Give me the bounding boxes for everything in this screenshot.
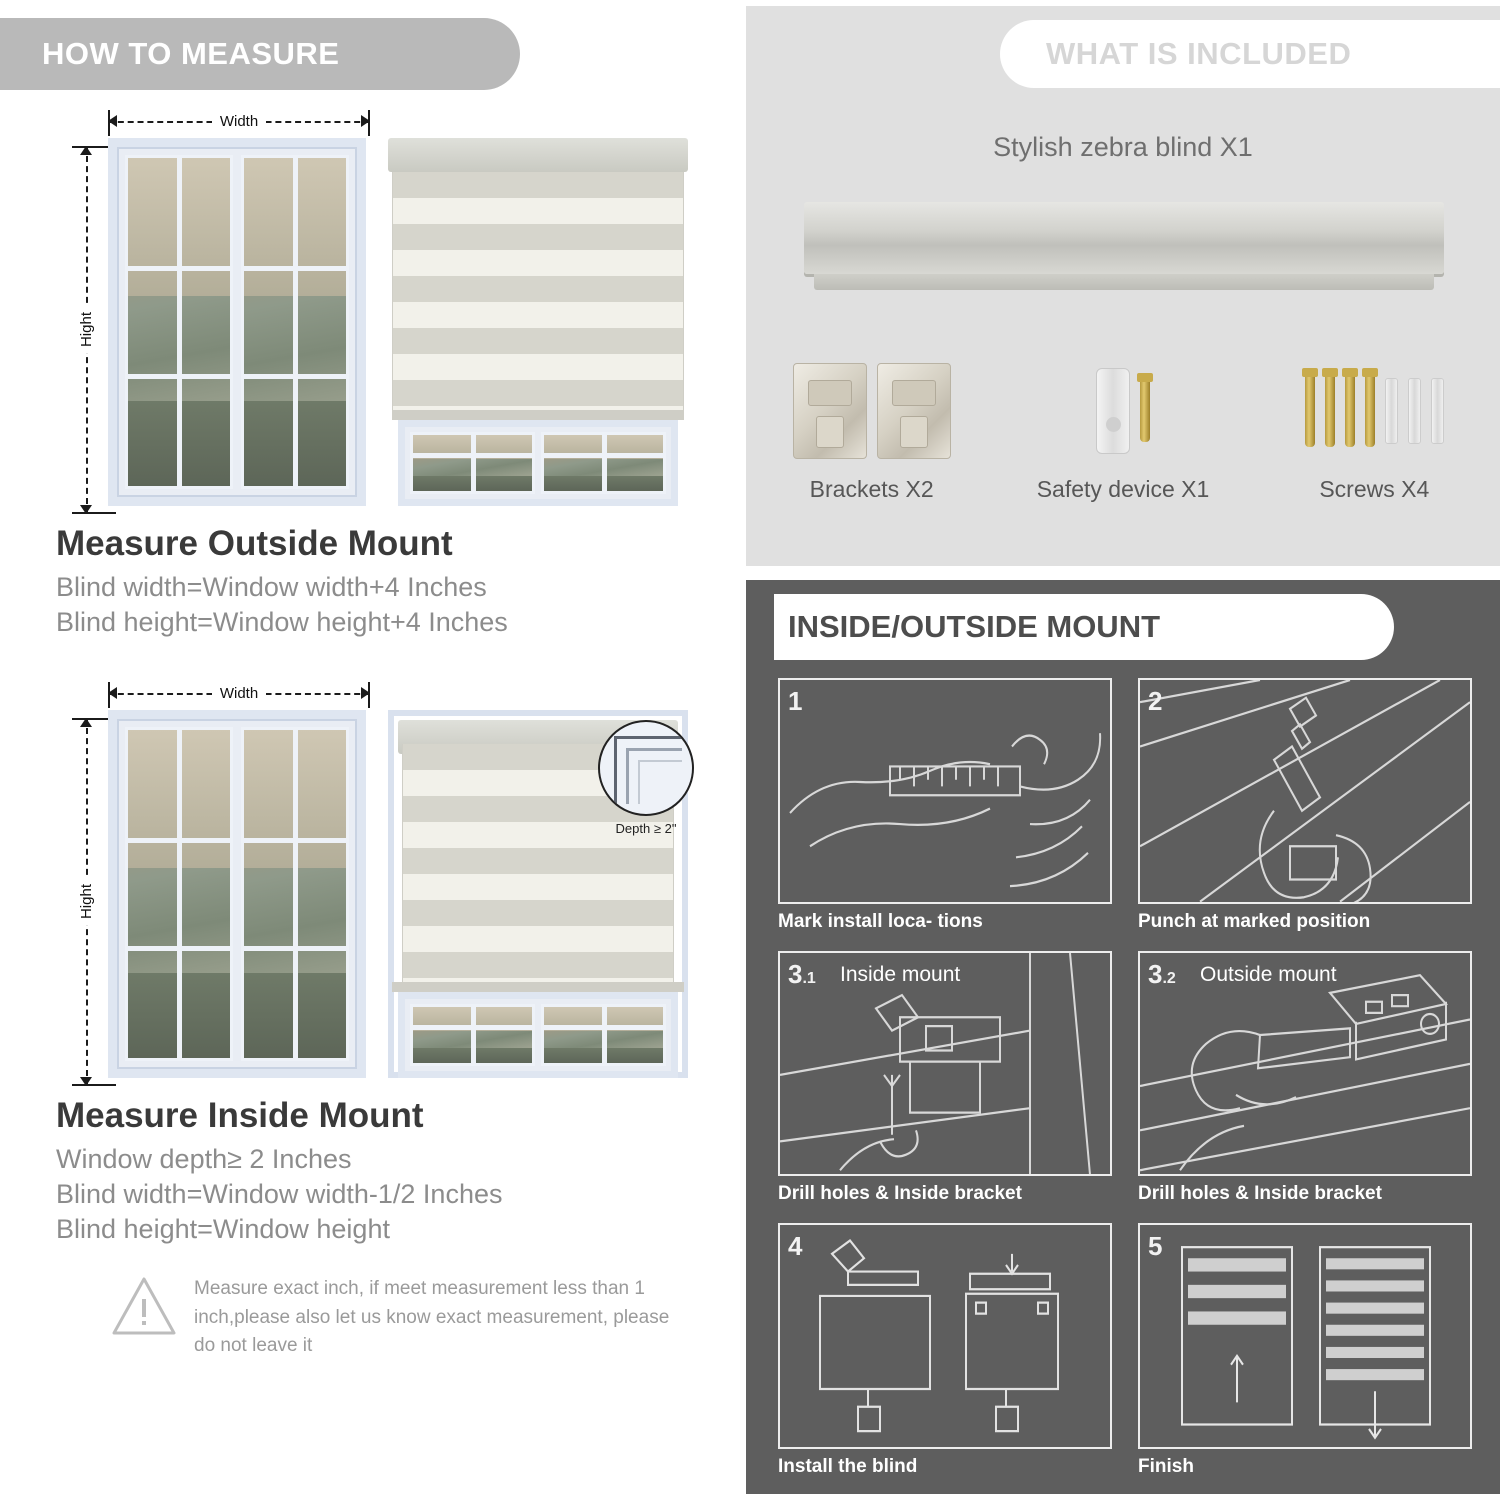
included-main-item-label: Stylish zebra blind X1 xyxy=(993,132,1253,162)
outside-height-dimension xyxy=(74,146,98,514)
how-to-measure-banner xyxy=(0,18,520,90)
step-2-illustration xyxy=(1138,678,1472,904)
window-pane xyxy=(241,727,349,1061)
step-3-2-illustration xyxy=(1138,951,1472,1177)
brackets-label: Brackets X2 xyxy=(809,476,934,502)
included-parts-row xyxy=(746,346,1500,536)
brackets-icon xyxy=(746,346,997,476)
safety-device-label: Safety device X1 xyxy=(1036,476,1210,502)
inside-outside-mount-pill xyxy=(774,594,1394,660)
window-pane xyxy=(241,155,349,489)
step-4-illustration xyxy=(778,1223,1112,1449)
step-2-number: 2 xyxy=(1148,686,1163,716)
inside-mount-line-3: Blind height=Window height xyxy=(56,1214,390,1244)
window-pane xyxy=(541,432,666,494)
depth-detail-icon xyxy=(598,720,694,816)
window-pane xyxy=(410,1004,535,1066)
window-graphic-inside xyxy=(108,710,366,1078)
install-step-3-1 xyxy=(778,951,1112,1206)
inside-outside-mount-panel xyxy=(746,580,1500,1494)
outside-mount-block xyxy=(0,108,740,638)
how-to-measure-column xyxy=(0,0,740,1500)
window-graphic-outside xyxy=(108,138,366,506)
install-step-3-2 xyxy=(1138,951,1472,1206)
outside-mount-line-1: Blind width=Window width+4 Inches xyxy=(56,572,487,602)
inside-width-label: Width xyxy=(212,685,266,702)
blind-bottom-rail xyxy=(392,410,684,420)
what-is-included-pill xyxy=(1000,20,1500,88)
depth-label: Depth ≥ 2" xyxy=(615,821,677,836)
step-3-2-caption: Drill holes & Inside bracket xyxy=(1138,1183,1382,1205)
safety-device-icon xyxy=(997,346,1248,476)
blind-bottom-rail xyxy=(392,982,684,992)
window-behind-blind xyxy=(398,420,678,506)
step-1-number: 1 xyxy=(788,686,803,716)
screws-icon xyxy=(1249,346,1500,476)
inside-height-label: Hight xyxy=(78,878,95,925)
step-3-1-mount-type: Inside mount xyxy=(840,962,961,986)
finished-blind-icon xyxy=(1140,1225,1470,1447)
outside-width-label: Width xyxy=(212,113,266,130)
installation-steps xyxy=(778,678,1472,1478)
inside-mount-title: Measure Inside Mount xyxy=(56,1096,424,1135)
blind-headrail xyxy=(388,138,688,172)
outside-width-dimension xyxy=(108,108,370,134)
step-5-number: 5 xyxy=(1148,1231,1163,1262)
step-4-caption: Install the blind xyxy=(778,1456,918,1477)
step-3-1-illustration xyxy=(778,951,1112,1177)
inside-width-dimension xyxy=(108,680,370,706)
outside-mount-line-2: Blind height=Window height+4 Inches xyxy=(56,607,508,637)
measure-note-text: Measure exact inch, if meet measurement less than 1 inch,please also let us know exact measurement, please do not leave it xyxy=(194,1278,670,1356)
blind-fabric xyxy=(392,172,684,410)
window-pane xyxy=(541,1004,666,1066)
step-3-2-number: 3.2 xyxy=(1148,958,1176,989)
hand-ruler-icon xyxy=(780,680,1110,902)
install-step-2 xyxy=(1138,678,1472,933)
step-1-illustration xyxy=(778,678,1112,904)
install-step-4 xyxy=(778,1223,1112,1478)
inside-height-dimension xyxy=(74,718,98,1086)
right-column xyxy=(740,0,1500,1500)
included-part-safety-device xyxy=(997,346,1248,536)
inside-outside-mount-label: INSIDE/OUTSIDE MOUNT xyxy=(788,609,1161,644)
step-5-illustration xyxy=(1138,1223,1472,1449)
step-3-1-caption: Drill holes & Inside bracket xyxy=(778,1183,1022,1205)
window-pane xyxy=(125,727,233,1061)
install-step-1 xyxy=(778,678,1112,933)
how-to-measure-banner-label: HOW TO MEASURE xyxy=(42,36,340,71)
outside-height-label: Hight xyxy=(78,306,95,353)
included-part-screws xyxy=(1249,346,1500,536)
window-pane xyxy=(410,432,535,494)
drill-icon xyxy=(1140,680,1470,902)
install-step-5 xyxy=(1138,1223,1472,1478)
install-blind-icon xyxy=(780,1225,1110,1447)
step-2-caption: Punch at marked position xyxy=(1138,910,1371,932)
what-is-included-panel xyxy=(746,6,1500,566)
measure-note xyxy=(110,1275,670,1361)
inside-mount-line-1: Window depth≥ 2 Inches xyxy=(56,1144,352,1174)
depth-callout xyxy=(586,720,706,836)
window-behind-blind xyxy=(398,992,678,1078)
step-5-caption: Finish xyxy=(1138,1456,1194,1477)
what-is-included-label: WHAT IS INCLUDED xyxy=(1046,36,1352,71)
window-pane xyxy=(125,155,233,489)
inside-mount-block xyxy=(0,680,740,1245)
blind-outside-mount-graphic xyxy=(388,138,688,506)
warning-triangle-icon xyxy=(110,1275,178,1342)
screws-label: Screws X4 xyxy=(1319,476,1430,502)
included-part-brackets xyxy=(746,346,997,536)
step-1-caption: Mark install loca- tions xyxy=(778,910,983,932)
zebra-blind-headrail-product xyxy=(804,202,1444,274)
step-4-number: 4 xyxy=(788,1231,803,1262)
step-3-1-number: 3.1 xyxy=(788,958,816,989)
outside-mount-title: Measure Outside Mount xyxy=(56,524,453,563)
inside-mount-line-2: Blind width=Window width-1/2 Inches xyxy=(56,1179,503,1209)
step-3-2-mount-type: Outside mount xyxy=(1200,962,1337,986)
